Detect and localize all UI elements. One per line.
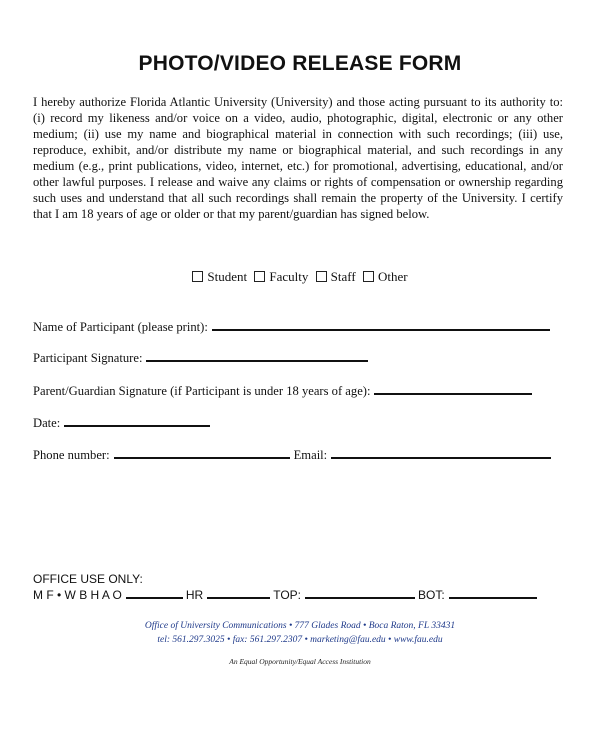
participant-signature-field[interactable]: [146, 349, 368, 362]
participant-signature-label: Participant Signature:: [33, 351, 143, 365]
participant-name-row: [33, 318, 550, 335]
student-label: Student: [207, 269, 248, 284]
guardian-signature-label: Parent/Guardian Signature (if Participant is under 18 years of age):: [33, 384, 371, 398]
faculty-checkbox[interactable]: [254, 271, 265, 282]
staff-label: Staff: [330, 269, 356, 284]
phone-field[interactable]: [114, 446, 290, 459]
guardian-signature-row: [33, 382, 532, 399]
email-label: Email:: [293, 448, 328, 462]
office-use-heading: OFFICE USE ONLY:: [33, 572, 143, 586]
participant-name-label: Name of Participant (please print):: [33, 320, 208, 334]
participant-signature-row: [33, 349, 368, 366]
footer-address: Office of University Communications • 777 Glades Road • Boca Raton, FL 33431: [144, 621, 456, 631]
form-title: PHOTO/VIDEO RELEASE FORM: [138, 52, 462, 75]
contact-row: [33, 446, 551, 463]
role-staff-option[interactable]: [316, 269, 356, 285]
guardian-signature-field[interactable]: [374, 382, 532, 395]
equal-opportunity-statement: An Equal Opportunity/Equal Access Institution: [229, 657, 371, 666]
office-hr-field[interactable]: [207, 588, 270, 599]
staff-checkbox[interactable]: [316, 271, 327, 282]
email-field[interactable]: [331, 446, 551, 459]
authorization-paragraph: I hereby authorize Florida Atlantic University (University) and those acting pursuant to its authority to: (i) record my likeness and/or voice on a video, audio, photographic, digital, electronic or any other medium; (ii) use my name and biographical material in connection with such recordings; (iii) use, reproduce, exhibit, and/or distribute my name or biographical material, and such recordings in any medium (e.g., print publications, video, internet, etc.) for promotional, advertising, educational, and/or other lawful purposes. I release and waive any claims or rights of compensation or ownership regarding such uses and understand that all such recordings shall remain the property of the University. I certify that I am 18 years of age or older or that my parent/guardian has signed below.: [33, 95, 563, 221]
office-bot-field[interactable]: [449, 588, 537, 599]
footer-contact: tel: 561.297.3025 • fax: 561.297.2307 • marketing@fau.edu • www.fau.edu: [157, 635, 443, 645]
role-other-option[interactable]: [363, 269, 408, 285]
office-top-label: TOP:: [273, 588, 302, 602]
office-code-field[interactable]: [126, 588, 183, 599]
role-checkbox-group: [0, 269, 600, 285]
other-label: Other: [377, 269, 408, 284]
office-hr-label: HR: [185, 588, 204, 602]
role-student-option[interactable]: [192, 269, 247, 285]
role-faculty-option[interactable]: [254, 269, 308, 285]
date-field[interactable]: [64, 414, 210, 427]
participant-name-field[interactable]: [212, 318, 550, 331]
office-bot-label: BOT:: [418, 588, 445, 602]
date-label: Date:: [33, 416, 61, 430]
phone-label: Phone number:: [33, 448, 110, 462]
office-codes: M F • W B H A O: [33, 588, 122, 602]
faculty-label: Faculty: [269, 269, 309, 284]
office-use-row: [33, 588, 537, 602]
other-checkbox[interactable]: [363, 271, 374, 282]
date-row: [33, 414, 210, 431]
student-checkbox[interactable]: [192, 271, 203, 282]
office-top-field[interactable]: [305, 588, 415, 599]
